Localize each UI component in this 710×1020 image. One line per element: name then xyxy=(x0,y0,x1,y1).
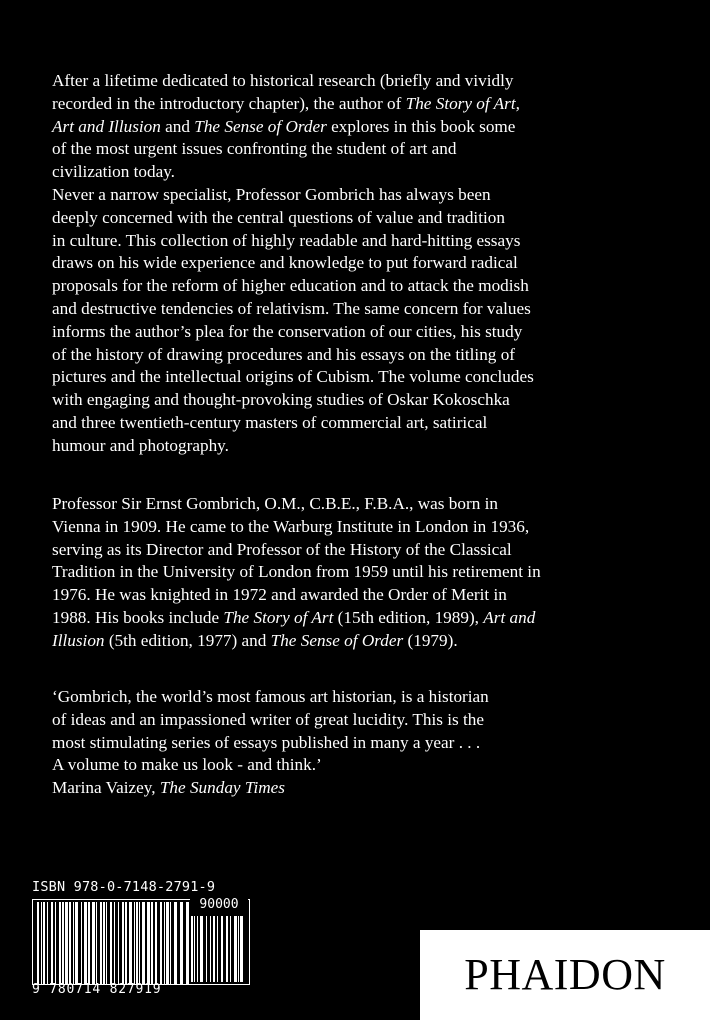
barcode-bar xyxy=(65,902,68,984)
barcode-bar xyxy=(136,902,138,984)
barcode-block xyxy=(32,880,250,1004)
italic-title: Art and Illusion xyxy=(52,116,161,136)
review-line xyxy=(52,777,652,800)
barcode-bar xyxy=(122,902,124,984)
description-line xyxy=(52,435,652,458)
barcode-bar xyxy=(84,902,87,984)
biography-line xyxy=(52,607,652,630)
author-biography xyxy=(52,493,652,653)
barcode-bar xyxy=(51,902,53,984)
barcode-bar xyxy=(37,902,39,984)
barcode-bar xyxy=(88,902,90,984)
barcode-addon-code: 90000 xyxy=(190,897,248,913)
barcode-bar xyxy=(62,902,64,984)
barcode-bar xyxy=(43,902,45,984)
description-line xyxy=(52,366,652,389)
text-segment: Marina Vaizey, xyxy=(52,778,160,798)
barcode-bar xyxy=(191,916,193,982)
text-segment: (15th edition, 1989), xyxy=(333,607,484,627)
italic-title: The Sense of Order xyxy=(270,630,404,650)
barcode-bar xyxy=(226,916,228,982)
isbn-label: ISBN 978-0-7148-2791-9 xyxy=(32,879,216,895)
barcode-bar xyxy=(197,916,198,982)
barcode-bar xyxy=(217,916,218,982)
description-line xyxy=(52,70,652,93)
barcode-bar xyxy=(240,916,243,982)
description-line xyxy=(52,298,652,321)
text-segment: 1988. His books include xyxy=(52,607,224,627)
barcode-bar xyxy=(174,902,177,984)
review-line xyxy=(52,686,652,709)
barcode-bar xyxy=(210,916,211,982)
barcode-bar xyxy=(55,902,56,984)
publisher-logo: PHAIDON xyxy=(420,930,710,1020)
biography-line xyxy=(52,493,652,516)
description-line xyxy=(52,389,652,412)
barcode-bar xyxy=(186,902,189,984)
barcode-bar xyxy=(114,902,115,984)
barcode-bar xyxy=(142,902,145,984)
text-segment: draws on his wide experience and knowledge to put forward radical xyxy=(52,253,518,273)
barcode-bar xyxy=(118,902,119,984)
italic-title: The Sunday Times xyxy=(159,778,285,798)
barcode-bar xyxy=(75,902,78,984)
barcode-bar xyxy=(103,902,105,984)
biography-line xyxy=(52,630,652,653)
text-segment: Vienna in 1909. He came to the Warburg Institute in London in 1936, xyxy=(52,516,530,536)
text-segment: with engaging and thought-provoking studies of Oskar Kokoschka xyxy=(52,390,510,410)
review-line xyxy=(52,754,652,777)
barcode-bar xyxy=(73,902,74,984)
barcode-bar xyxy=(164,902,165,984)
review-line xyxy=(52,732,652,755)
text-segment: 1976. He was knighted in 1972 and awarded the Order of Merit in xyxy=(52,585,507,605)
italic-title: The Sense of Order xyxy=(194,116,327,136)
description-line xyxy=(52,184,652,207)
description-text xyxy=(52,70,652,458)
biography-line xyxy=(52,539,652,562)
biography-line xyxy=(52,584,652,607)
barcode-bar xyxy=(96,902,97,984)
barcode-bar xyxy=(206,916,207,982)
barcode-bar xyxy=(200,916,203,982)
text-segment: (1979). xyxy=(403,630,458,650)
biography-line xyxy=(52,516,652,539)
barcode-bar xyxy=(100,902,102,984)
text-segment: of ideas and an impassioned writer of great lucidity. This is the xyxy=(52,709,484,729)
text-segment: Professor Sir Ernst Gombrich, O.M., C.B.E., F.B.A., was born in xyxy=(52,494,498,513)
text-segment: and three twentieth-century masters of commercial art, satirical xyxy=(52,412,488,432)
text-segment: proposals for the reform of higher education and to attack the modish xyxy=(52,276,529,296)
italic-title: The Story of Art, xyxy=(405,93,520,113)
description-line xyxy=(52,275,652,298)
barcode-bar xyxy=(81,902,82,984)
text-segment: of the most urgent issues confronting the student of art and xyxy=(52,139,457,159)
barcode-bar xyxy=(170,902,171,984)
barcode-bar xyxy=(139,902,140,984)
barcode-bar xyxy=(180,902,183,984)
barcode-bar xyxy=(194,916,195,982)
review-line xyxy=(52,709,652,732)
text-segment: serving as its Director and Professor of the History of the Classical xyxy=(52,539,512,559)
barcode-bar xyxy=(166,902,169,984)
italic-title: Art and xyxy=(483,607,536,627)
text-segment: (5th edition, 1977) and xyxy=(104,630,271,650)
barcode-bar xyxy=(213,916,215,982)
text-segment: and xyxy=(160,116,195,136)
text-segment: deeply concerned with the central questions of value and tradition xyxy=(52,207,505,227)
text-segment: in culture. This collection of highly readable and hard-hitting essays xyxy=(52,230,521,250)
description-line xyxy=(52,412,652,435)
description-line xyxy=(52,93,652,116)
review-quote xyxy=(52,686,652,800)
text-segment: A volume to make us look - and think.’ xyxy=(52,755,322,775)
barcode-bar xyxy=(129,902,132,984)
text-segment: ‘Gombrich, the world’s most famous art historian, is a historian xyxy=(52,687,489,706)
text-segment: After a lifetime dedicated to historical research (briefly and vividly xyxy=(52,71,514,90)
barcode-bar xyxy=(151,902,153,984)
text-segment: humour and photography. xyxy=(52,435,229,455)
barcode-bar xyxy=(230,916,231,982)
barcode-bar xyxy=(47,902,48,984)
barcode-bar xyxy=(106,902,107,984)
barcode-bar xyxy=(41,902,42,984)
barcode-bar xyxy=(69,902,71,984)
italic-title: Illusion xyxy=(52,630,105,650)
description-line xyxy=(52,321,652,344)
text-segment: civilization today. xyxy=(52,162,175,182)
italic-title: The Story of Art xyxy=(223,607,334,627)
barcode-bar xyxy=(155,902,157,984)
biography-line xyxy=(52,561,652,584)
text-segment: Tradition in the University of London from 1959 until his retirement in xyxy=(52,562,541,582)
barcode-bar xyxy=(221,916,223,982)
text-segment: and destructive tendencies of relativism. The same concern for values xyxy=(52,298,531,318)
description-line xyxy=(52,116,652,139)
barcode-bar xyxy=(125,902,127,984)
description-line xyxy=(52,138,652,161)
text-segment: pictures and the intellectual origins of Cubism. The volume concludes xyxy=(52,367,534,387)
description-line xyxy=(52,344,652,367)
text-segment: Never a narrow specialist, Professor Gombrich has always been xyxy=(52,184,491,204)
barcode-bar xyxy=(234,916,237,982)
barcode-digits: 9 780714 827919 xyxy=(32,982,162,997)
text-segment: recorded in the introductory chapter), the author of xyxy=(52,93,406,113)
barcode-bar xyxy=(134,902,135,984)
barcode-bar xyxy=(238,916,239,982)
text-segment: of the history of drawing procedures and his essays on the titling of xyxy=(52,344,516,364)
description-line xyxy=(52,230,652,253)
barcode-bar xyxy=(92,902,95,984)
description-line xyxy=(52,252,652,275)
text-segment: informs the author’s plea for the conservation of our cities, his study xyxy=(52,321,523,341)
description-line xyxy=(52,161,652,184)
barcode-bar xyxy=(110,902,112,984)
barcode-bar xyxy=(59,902,61,984)
description-line xyxy=(52,207,652,230)
barcode-bar xyxy=(160,902,162,984)
text-segment: most stimulating series of essays published in many a year . . . xyxy=(52,732,481,752)
barcode-bar xyxy=(147,902,150,984)
text-segment: explores in this book some xyxy=(326,116,516,136)
